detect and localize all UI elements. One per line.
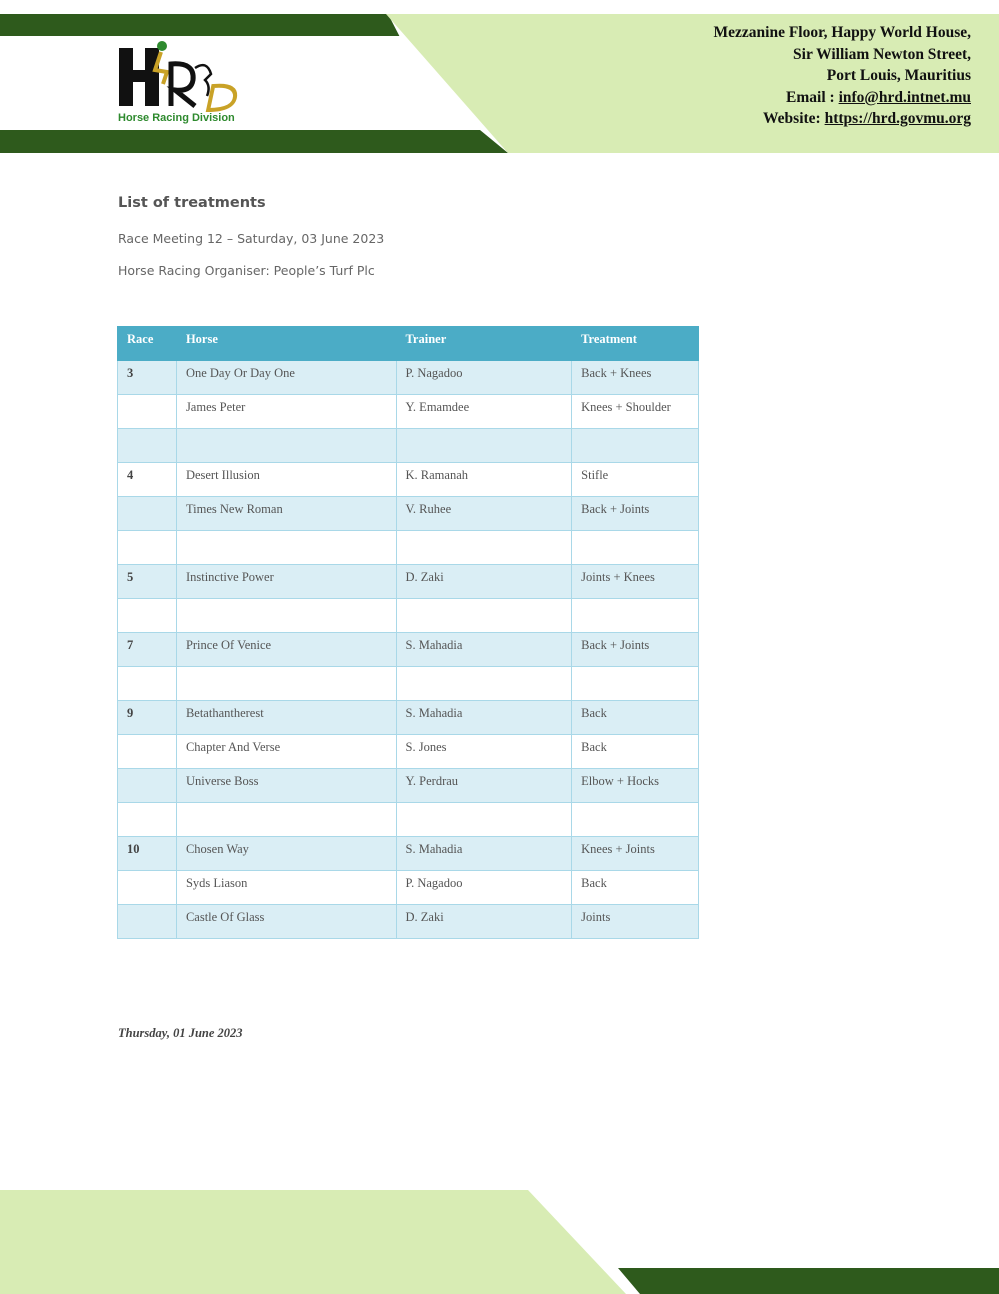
table-row xyxy=(118,701,699,735)
cell-trainer: V. Ruhee xyxy=(396,497,572,531)
cell-horse xyxy=(176,429,396,463)
header-race: Race xyxy=(118,327,177,361)
table-row xyxy=(118,803,699,837)
cell-trainer: S. Mahadia xyxy=(396,633,572,667)
cell-horse: James Peter xyxy=(176,395,396,429)
cell-horse: Desert Illusion xyxy=(176,463,396,497)
cell-horse xyxy=(176,599,396,633)
logo-caption: Horse Racing Division xyxy=(118,112,235,124)
cell-horse: Times New Roman xyxy=(176,497,396,531)
cell-treatment xyxy=(572,599,699,633)
header-trainer: Trainer xyxy=(396,327,572,361)
cell-trainer: K. Ramanah xyxy=(396,463,572,497)
cell-trainer xyxy=(396,803,572,837)
cell-trainer xyxy=(396,599,572,633)
cell-treatment xyxy=(572,667,699,701)
table-row xyxy=(118,905,699,939)
table-row xyxy=(118,497,699,531)
cell-horse: Universe Boss xyxy=(176,769,396,803)
cell-trainer: P. Nagadoo xyxy=(396,361,572,395)
cell-race: 4 xyxy=(118,463,177,497)
table-row xyxy=(118,361,699,395)
treatments-table xyxy=(117,326,699,939)
document-date: Thursday, 01 June 2023 xyxy=(118,1026,243,1040)
address-line-3: Port Louis, Mauritius xyxy=(826,67,971,84)
cell-treatment: Joints xyxy=(572,905,699,939)
cell-race xyxy=(118,599,177,633)
cell-race: 7 xyxy=(118,633,177,667)
cell-treatment: Elbow + Hocks xyxy=(572,769,699,803)
cell-race xyxy=(118,871,177,905)
cell-trainer xyxy=(396,531,572,565)
cell-horse: Chapter And Verse xyxy=(176,735,396,769)
cell-race: 9 xyxy=(118,701,177,735)
website-line xyxy=(714,108,971,130)
website-link[interactable]: https://hrd.govmu.org xyxy=(824,110,971,127)
cell-treatment: Back xyxy=(572,701,699,735)
table-row xyxy=(118,871,699,905)
cell-race xyxy=(118,803,177,837)
cell-trainer: S. Jones xyxy=(396,735,572,769)
table-row xyxy=(118,531,699,565)
table-header-row xyxy=(118,327,699,361)
cell-horse: Chosen Way xyxy=(176,837,396,871)
cell-race xyxy=(118,735,177,769)
header-horse: Horse xyxy=(176,327,396,361)
cell-treatment: Joints + Knees xyxy=(572,565,699,599)
cell-trainer: D. Zaki xyxy=(396,905,572,939)
cell-race: 5 xyxy=(118,565,177,599)
address-line-2: Sir William Newton Street, xyxy=(793,45,971,63)
cell-treatment: Back + Joints xyxy=(572,497,699,531)
cell-treatment xyxy=(572,531,699,565)
table-row xyxy=(118,667,699,701)
table-row xyxy=(118,599,699,633)
cell-trainer: Y. Perdrau xyxy=(396,769,572,803)
email-line xyxy=(714,87,971,109)
cell-trainer: S. Mahadia xyxy=(396,837,572,871)
table-row xyxy=(118,633,699,667)
footer-banner xyxy=(0,1188,999,1294)
cell-treatment: Knees + Joints xyxy=(572,837,699,871)
cell-horse xyxy=(176,803,396,837)
table-row xyxy=(118,769,699,803)
cell-treatment: Knees + Shoulder xyxy=(572,395,699,429)
email-link[interactable]: info@hrd.intnet.mu xyxy=(838,88,971,106)
cell-horse: Syds Liason xyxy=(176,871,396,905)
cell-treatment: Stifle xyxy=(572,463,699,497)
cell-horse: Betathantherest xyxy=(176,701,396,735)
cell-treatment: Back + Joints xyxy=(572,633,699,667)
cell-horse: Instinctive Power xyxy=(176,565,396,599)
cell-race xyxy=(118,905,177,939)
cell-horse: One Day Or Day One xyxy=(176,361,396,395)
website-label: Website: xyxy=(763,110,825,127)
cell-trainer: S. Mahadia xyxy=(396,701,572,735)
email-label: Email : xyxy=(786,88,839,106)
table-row xyxy=(118,463,699,497)
organiser-line: Horse Racing Organiser: People’s Turf Plc xyxy=(118,263,375,278)
cell-race: 10 xyxy=(118,837,177,871)
cell-treatment: Back xyxy=(572,735,699,769)
header-treatment: Treatment xyxy=(572,327,699,361)
cell-race xyxy=(118,531,177,565)
document-title: List of treatments xyxy=(118,195,266,211)
cell-trainer: Y. Emamdee xyxy=(396,395,572,429)
cell-race xyxy=(118,497,177,531)
cell-treatment xyxy=(572,429,699,463)
cell-trainer: D. Zaki xyxy=(396,565,572,599)
cell-race xyxy=(118,769,177,803)
race-meeting-line: Race Meeting 12 – Saturday, 03 June 2023 xyxy=(118,231,385,246)
cell-horse: Castle Of Glass xyxy=(176,905,396,939)
cell-race xyxy=(118,429,177,463)
cell-trainer xyxy=(396,667,572,701)
cell-horse xyxy=(176,667,396,701)
cell-treatment xyxy=(572,803,699,837)
cell-trainer xyxy=(396,429,572,463)
table-row xyxy=(118,395,699,429)
table-row xyxy=(118,565,699,599)
cell-race xyxy=(118,667,177,701)
cell-trainer: P. Nagadoo xyxy=(396,871,572,905)
address-line-1: Mezzanine Floor, Happy World House, xyxy=(713,24,971,41)
cell-race: 3 xyxy=(118,361,177,395)
contact-block xyxy=(714,22,971,130)
cell-race xyxy=(118,395,177,429)
table-row xyxy=(118,429,699,463)
cell-horse: Prince Of Venice xyxy=(176,633,396,667)
table-row xyxy=(118,837,699,871)
cell-horse xyxy=(176,531,396,565)
cell-treatment: Back + Knees xyxy=(572,361,699,395)
cell-treatment: Back xyxy=(572,871,699,905)
table-row xyxy=(118,735,699,769)
